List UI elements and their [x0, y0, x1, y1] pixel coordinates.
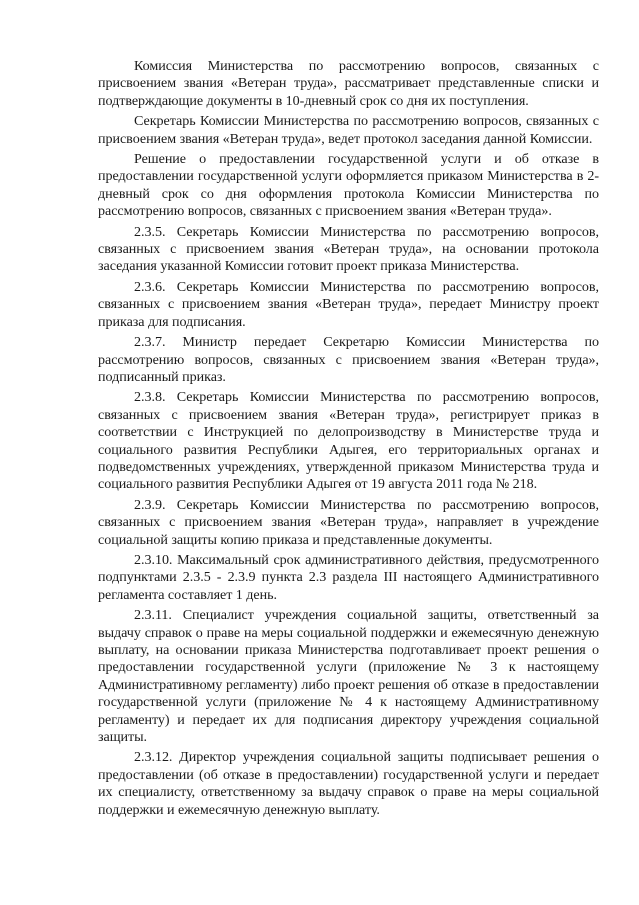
paragraph-2-3-10: 2.3.10. Максимальный срок административного действия, предусмотренного подпунктами 2.3.5 - 2.3.9 пункта 2.3 раздела III настоящего Административного регламента составляет 1 день. [98, 551, 599, 603]
paragraph-commission-review: Комиссия Министерства по рассмотрению вопросов, связанных с присвоением звания «Ветеран труда», рассматривает представленные списки и подтверждающие документы в 10-дневный срок со дня их поступления. [98, 58, 599, 109]
paragraph-decision-order: Решение о предоставлении государственной услуги и об отказе в предоставлении государственной услуги оформляется приказом Министерства в 2-дневный срок со дня оформления протокола Комиссии Министерства по рассмотрению вопросов, связанных с присвоением звания «Ветеран труда». [98, 151, 599, 220]
paragraph-2-3-7: 2.3.7. Министр передает Секретарю Комиссии Министерства по рассмотрению вопросов, связанных с присвоением звания «Ветеран труда», подписанный приказ. [98, 334, 599, 385]
paragraph-2-3-11: 2.3.11. Специалист учреждения социальной защиты, ответственный за выдачу справок о праве на меры социальной поддержки и ежемесячную денежную выплату, на основании приказа Министерства подготавливает проект решения о предоставлении государственной услуги (приложение № 3 к настоящему Административному регламенту) либо проект решения об отказе в предоставлении государственной услуги (приложение № 4 к настоящему Административному регламенту) и передает их для подписания директору учреждения социальной защиты. [98, 607, 599, 746]
paragraph-2-3-8: 2.3.8. Секретарь Комиссии Министерства по рассмотрению вопросов, связанных с присвоением звания «Ветеран труда», регистрирует приказ в соответствии с Инструкцией по делопроизводству в Министерстве труда и социального развития Республики Адыгея, его территориальных органах и подведомственных учреждениях, утвержденной приказом Министерства труда и социального развития Республики Адыгея от 19 августа 2011 года № 218. [98, 389, 599, 493]
paragraph-2-3-6: 2.3.6. Секретарь Комиссии Министерства по рассмотрению вопросов, связанных с присвоением звания «Ветеран труда», передает Министру проект приказа для подписания. [98, 278, 599, 330]
paragraph-2-3-5: 2.3.5. Секретарь Комиссии Министерства по рассмотрению вопросов, связанных с присвоением звания «Ветеран труда», на основании протокола заседания указанной Комиссии готовит проект приказа Министерства. [98, 223, 599, 275]
paragraph-2-3-12: 2.3.12. Директор учреждения социальной защиты подписывает решения о предоставлении (об отказе в предоставлении) государственной услуги и передает их специалисту, ответственному за выдачу справок о праве на меры социальной поддержки и ежемесячную денежную выплату. [98, 749, 599, 818]
paragraph-secretary-protocol: Секретарь Комиссии Министерства по рассмотрению вопросов, связанных с присвоением звания «Ветеран труда», ведет протокол заседания данной Комиссии. [98, 113, 599, 147]
paragraph-2-3-9: 2.3.9. Секретарь Комиссии Министерства по рассмотрению вопросов, связанных с присвоением звания «Ветеран труда», направляет в учреждение социальной защиты копию приказа и представленные документы. [98, 496, 599, 548]
